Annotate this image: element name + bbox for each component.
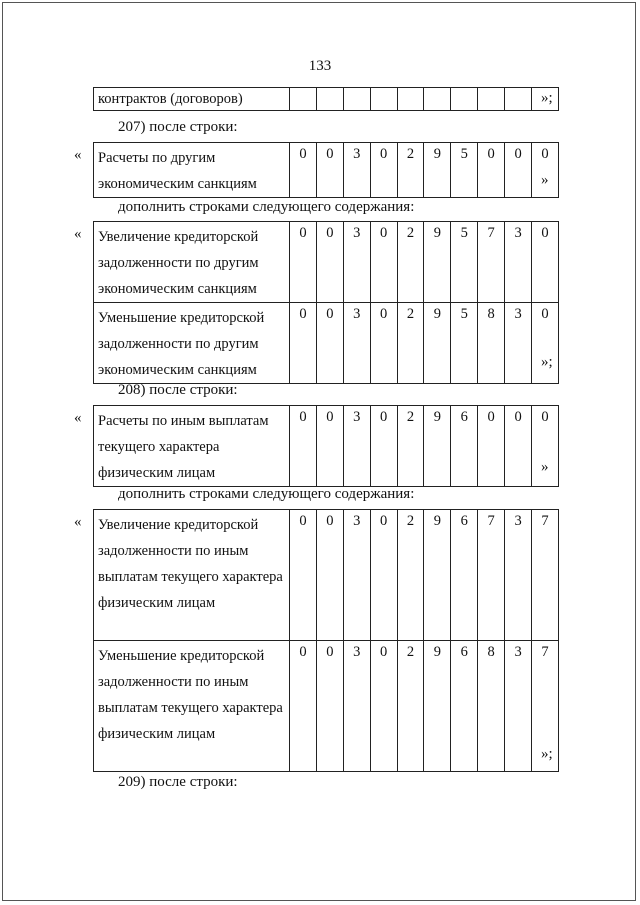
code-digit: 8 [478,303,505,384]
code-digit: 0 [290,510,317,641]
code-digit: 2 [397,406,424,487]
code-digit: 6 [451,406,478,487]
code-digit: 0 [478,143,505,198]
opening-quote: « [74,410,82,426]
code-digit [290,88,317,111]
code-digit: 9 [424,303,451,384]
paragraph-append-1: дополнить строками следующего содержания: [118,199,415,215]
code-digit: 0 [290,406,317,487]
code-digit: 3 [343,406,370,487]
row-label: Уменьшение кредиторской задолженности по другим экономическим санкциям [94,303,290,384]
table-top-continuation [93,87,559,111]
code-digit: 0 [370,406,397,487]
code-digit: 0 [316,510,343,641]
row-label: контрактов (договоров) [94,88,290,111]
code-digit: 2 [397,143,424,198]
closing-quote: »; [541,90,553,106]
code-digit: 3 [343,222,370,303]
code-digit: 0 [532,143,559,198]
code-digit: 0 [316,143,343,198]
code-digit: 7 [532,510,559,641]
code-digit: 0 [532,303,559,384]
code-digit: 0 [505,143,532,198]
code-digit: 0 [290,641,317,772]
paragraph-208: 208) после строки: [118,382,238,398]
code-digit: 0 [532,222,559,303]
closing-quote: » [541,459,549,475]
table-207-new-rows [93,221,559,384]
code-digit: 2 [397,222,424,303]
table-208-source [93,405,559,487]
code-digit [451,88,478,111]
code-digit: 7 [478,222,505,303]
page-number: 133 [308,58,332,74]
paragraph-209: 209) после строки: [118,774,238,790]
code-digit [316,88,343,111]
code-digit: 0 [290,143,317,198]
table-row [94,303,559,384]
code-digit [424,88,451,111]
opening-quote: « [74,147,82,163]
code-digit: 0 [316,406,343,487]
row-label: Увеличение кредиторской задолженности по другим экономическим санкциям [94,222,290,303]
row-label: Расчеты по другим экономическим санкциям [94,143,290,198]
code-digit: 8 [478,641,505,772]
table-row [94,143,559,198]
code-digit: 3 [343,641,370,772]
code-digit: 3 [505,303,532,384]
code-digit: 7 [532,641,559,772]
code-digit: 3 [505,641,532,772]
code-digit: 9 [424,510,451,641]
table-row [94,641,559,772]
code-digit: 2 [397,510,424,641]
code-digit: 9 [424,406,451,487]
code-digit: 3 [343,510,370,641]
code-digit: 9 [424,143,451,198]
closing-quote: »; [541,746,553,762]
code-digit: 5 [451,143,478,198]
paragraph-207: 207) после строки: [118,119,238,135]
code-digit: 6 [451,641,478,772]
code-digit: 0 [370,222,397,303]
code-digit: 5 [451,222,478,303]
code-digit: 3 [505,510,532,641]
code-digit: 3 [505,222,532,303]
code-digit: 3 [343,143,370,198]
code-digit [397,88,424,111]
code-digit: 0 [316,222,343,303]
code-digit: 0 [532,406,559,487]
closing-quote: »; [541,354,553,370]
code-digit: 9 [424,222,451,303]
code-digit [478,88,505,111]
code-digit: 2 [397,303,424,384]
table-207-source [93,142,559,198]
paragraph-append-2: дополнить строками следующего содержания: [118,486,415,502]
code-digit [343,88,370,111]
table-row [94,88,559,111]
code-digit: 0 [478,406,505,487]
code-digit: 6 [451,510,478,641]
code-digit: 7 [478,510,505,641]
code-digit: 0 [370,303,397,384]
code-digit: 0 [290,222,317,303]
code-digit: 0 [370,510,397,641]
row-label: Уменьшение кредиторской задолженности по иным выплатам текущего характера физическим лицам [94,641,290,772]
code-digit: 3 [343,303,370,384]
code-digit: 2 [397,641,424,772]
closing-quote: » [541,172,549,188]
table-row [94,406,559,487]
code-digit [505,88,532,111]
row-label: Расчеты по иным выплатам текущего характера физическим лицам [94,406,290,487]
table-row [94,222,559,303]
code-digit: 0 [505,406,532,487]
code-digit: 5 [451,303,478,384]
table-208-new-rows [93,509,559,772]
table-row [94,510,559,641]
code-digit: 9 [424,641,451,772]
code-digit: 0 [290,303,317,384]
opening-quote: « [74,514,82,530]
opening-quote: « [74,226,82,242]
row-label: Увеличение кредиторской задолженности по иным выплатам текущего характера физическим лицам [94,510,290,641]
code-digit: 0 [316,303,343,384]
code-digit [370,88,397,111]
code-digit: 0 [370,143,397,198]
code-digit: 0 [316,641,343,772]
code-digit: 0 [370,641,397,772]
